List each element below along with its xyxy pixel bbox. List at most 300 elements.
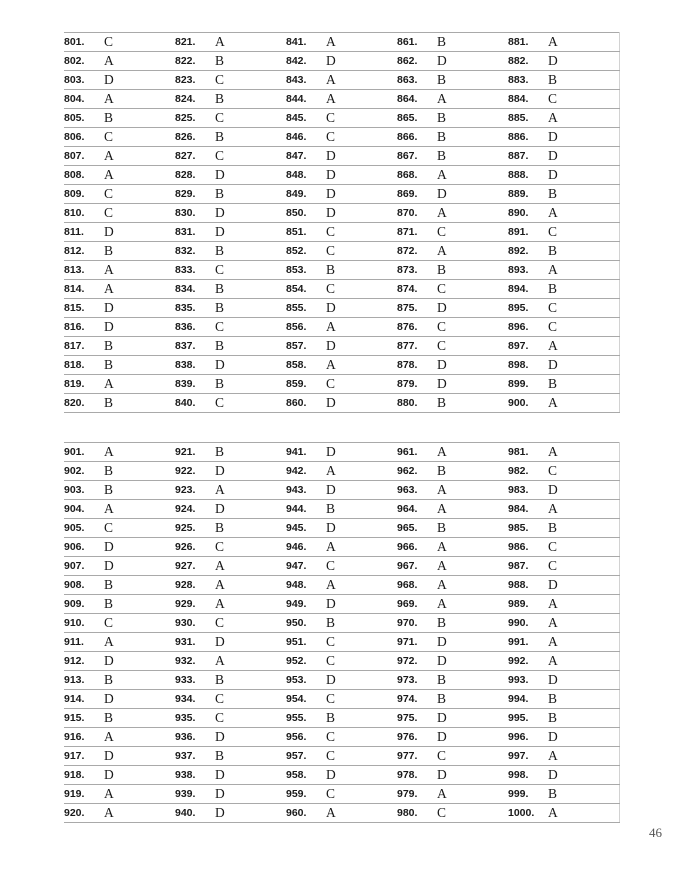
answer-letter: A bbox=[326, 576, 397, 595]
question-number: 990. bbox=[508, 614, 548, 633]
question-number: 895. bbox=[508, 299, 548, 318]
answer-letter: B bbox=[437, 109, 508, 128]
answer-letter: C bbox=[215, 147, 286, 166]
answer-letter: B bbox=[326, 261, 397, 280]
answer-row bbox=[64, 318, 619, 337]
answer-letter: B bbox=[437, 671, 508, 690]
answer-letter: D bbox=[326, 166, 397, 185]
answer-row bbox=[64, 90, 619, 109]
answer-row bbox=[64, 766, 619, 785]
answer-letter: A bbox=[326, 90, 397, 109]
question-number: 999. bbox=[508, 785, 548, 804]
answer-row bbox=[64, 462, 619, 481]
answer-letter: C bbox=[437, 223, 508, 242]
answer-letter: A bbox=[437, 785, 508, 804]
question-number: 972. bbox=[397, 652, 437, 671]
answer-letter: B bbox=[548, 280, 619, 299]
answer-letter: B bbox=[215, 242, 286, 261]
question-number: 840. bbox=[175, 394, 215, 413]
question-number: 805. bbox=[64, 109, 104, 128]
question-number: 976. bbox=[397, 728, 437, 747]
answer-letter: C bbox=[437, 318, 508, 337]
answer-row bbox=[64, 166, 619, 185]
answer-letter: C bbox=[215, 614, 286, 633]
answer-letter: A bbox=[548, 804, 619, 823]
answer-letter: A bbox=[104, 443, 175, 462]
page-number: 46 bbox=[649, 825, 662, 840]
answer-letter: A bbox=[104, 52, 175, 71]
question-number: 944. bbox=[286, 500, 326, 519]
question-number: 920. bbox=[64, 804, 104, 823]
question-number: 970. bbox=[397, 614, 437, 633]
question-number: 923. bbox=[175, 481, 215, 500]
answer-letter: A bbox=[548, 500, 619, 519]
question-number: 903. bbox=[64, 481, 104, 500]
question-number: 910. bbox=[64, 614, 104, 633]
question-number: 879. bbox=[397, 375, 437, 394]
question-number: 954. bbox=[286, 690, 326, 709]
question-number: 962. bbox=[397, 462, 437, 481]
answer-letter: A bbox=[326, 318, 397, 337]
answer-letter: C bbox=[215, 71, 286, 90]
question-number: 878. bbox=[397, 356, 437, 375]
answer-letter: D bbox=[215, 766, 286, 785]
question-number: 909. bbox=[64, 595, 104, 614]
question-number: 983. bbox=[508, 481, 548, 500]
question-number: 820. bbox=[64, 394, 104, 413]
question-number: 897. bbox=[508, 337, 548, 356]
question-number: 958. bbox=[286, 766, 326, 785]
answer-row bbox=[64, 443, 619, 462]
question-number: 916. bbox=[64, 728, 104, 747]
answer-letter: A bbox=[437, 204, 508, 223]
answer-row bbox=[64, 690, 619, 709]
answer-letter: C bbox=[215, 318, 286, 337]
answer-letter: A bbox=[437, 481, 508, 500]
answer-letter: C bbox=[104, 185, 175, 204]
question-number: 924. bbox=[175, 500, 215, 519]
question-number: 996. bbox=[508, 728, 548, 747]
answer-row bbox=[64, 280, 619, 299]
answer-letter: C bbox=[104, 204, 175, 223]
question-number: 883. bbox=[508, 71, 548, 90]
answer-letter: A bbox=[215, 557, 286, 576]
question-number: 890. bbox=[508, 204, 548, 223]
question-number: 968. bbox=[397, 576, 437, 595]
answer-letter: B bbox=[104, 337, 175, 356]
answer-letter: B bbox=[215, 519, 286, 538]
answer-letter: A bbox=[548, 443, 619, 462]
answer-letter: B bbox=[437, 128, 508, 147]
question-number: 984. bbox=[508, 500, 548, 519]
question-number: 846. bbox=[286, 128, 326, 147]
answer-letter: A bbox=[104, 728, 175, 747]
question-number: 868. bbox=[397, 166, 437, 185]
answer-letter: D bbox=[326, 595, 397, 614]
answer-row bbox=[64, 52, 619, 71]
answer-letter: C bbox=[326, 223, 397, 242]
answer-letter: A bbox=[437, 443, 508, 462]
answer-letter: B bbox=[548, 519, 619, 538]
question-number: 801. bbox=[64, 33, 104, 52]
answer-row bbox=[64, 576, 619, 595]
answer-letter: A bbox=[548, 747, 619, 766]
question-number: 967. bbox=[397, 557, 437, 576]
answer-letter: B bbox=[215, 280, 286, 299]
question-number: 988. bbox=[508, 576, 548, 595]
question-number: 915. bbox=[64, 709, 104, 728]
answer-letter: B bbox=[437, 33, 508, 52]
answer-letter: C bbox=[215, 261, 286, 280]
question-number: 899. bbox=[508, 375, 548, 394]
question-number: 845. bbox=[286, 109, 326, 128]
question-number: 993. bbox=[508, 671, 548, 690]
answer-letter: B bbox=[215, 128, 286, 147]
answer-row bbox=[64, 204, 619, 223]
question-number: 945. bbox=[286, 519, 326, 538]
question-number: 912. bbox=[64, 652, 104, 671]
answer-row bbox=[64, 709, 619, 728]
answer-letter: D bbox=[326, 766, 397, 785]
question-number: 842. bbox=[286, 52, 326, 71]
answer-letter: D bbox=[104, 299, 175, 318]
answer-letter: D bbox=[215, 785, 286, 804]
question-number: 824. bbox=[175, 90, 215, 109]
answer-row bbox=[64, 538, 619, 557]
answer-letter: D bbox=[326, 52, 397, 71]
answer-letter: D bbox=[215, 356, 286, 375]
answer-letter: C bbox=[326, 633, 397, 652]
answer-letter: A bbox=[104, 166, 175, 185]
answer-letter: A bbox=[215, 33, 286, 52]
question-number: 828. bbox=[175, 166, 215, 185]
question-number: 838. bbox=[175, 356, 215, 375]
question-number: 911. bbox=[64, 633, 104, 652]
question-number: 849. bbox=[286, 185, 326, 204]
answer-letter: A bbox=[104, 375, 175, 394]
answer-letter: D bbox=[437, 728, 508, 747]
question-number: 847. bbox=[286, 147, 326, 166]
question-number: 889. bbox=[508, 185, 548, 204]
answer-letter: B bbox=[215, 185, 286, 204]
answer-letter: B bbox=[548, 71, 619, 90]
question-number: 931. bbox=[175, 633, 215, 652]
question-number: 974. bbox=[397, 690, 437, 709]
answer-letter: A bbox=[548, 652, 619, 671]
answer-letter: A bbox=[548, 394, 619, 413]
question-number: 960. bbox=[286, 804, 326, 823]
answer-letter: D bbox=[215, 166, 286, 185]
question-number: 815. bbox=[64, 299, 104, 318]
answer-letter: B bbox=[437, 261, 508, 280]
answer-letter: D bbox=[215, 500, 286, 519]
question-number: 929. bbox=[175, 595, 215, 614]
question-number: 843. bbox=[286, 71, 326, 90]
question-number: 922. bbox=[175, 462, 215, 481]
question-number: 888. bbox=[508, 166, 548, 185]
answer-letter: A bbox=[548, 633, 619, 652]
answer-letter: D bbox=[326, 519, 397, 538]
answer-letter: C bbox=[326, 747, 397, 766]
question-number: 848. bbox=[286, 166, 326, 185]
question-number: 876. bbox=[397, 318, 437, 337]
question-number: 809. bbox=[64, 185, 104, 204]
question-number: 885. bbox=[508, 109, 548, 128]
answer-letter: A bbox=[437, 538, 508, 557]
question-number: 900. bbox=[508, 394, 548, 413]
question-number: 813. bbox=[64, 261, 104, 280]
answer-letter: B bbox=[437, 690, 508, 709]
answer-letter: C bbox=[548, 557, 619, 576]
answer-letter: C bbox=[215, 109, 286, 128]
question-number: 979. bbox=[397, 785, 437, 804]
answer-letter: A bbox=[215, 481, 286, 500]
answer-letter: D bbox=[548, 671, 619, 690]
question-number: 932. bbox=[175, 652, 215, 671]
answer-letter: A bbox=[326, 71, 397, 90]
question-number: 802. bbox=[64, 52, 104, 71]
answer-letter: A bbox=[326, 33, 397, 52]
question-number: 906. bbox=[64, 538, 104, 557]
answer-table-901-1000 bbox=[64, 442, 620, 823]
answer-letter: D bbox=[326, 481, 397, 500]
answer-row bbox=[64, 633, 619, 652]
answer-letter: C bbox=[326, 652, 397, 671]
question-number: 870. bbox=[397, 204, 437, 223]
question-number: 950. bbox=[286, 614, 326, 633]
question-number: 882. bbox=[508, 52, 548, 71]
answer-letter: D bbox=[104, 538, 175, 557]
answer-letter: A bbox=[437, 242, 508, 261]
question-number: 904. bbox=[64, 500, 104, 519]
answer-letter: B bbox=[215, 443, 286, 462]
question-number: 936. bbox=[175, 728, 215, 747]
answer-letter: B bbox=[104, 595, 175, 614]
answer-letter: C bbox=[104, 519, 175, 538]
answer-letter: B bbox=[326, 500, 397, 519]
question-number: 831. bbox=[175, 223, 215, 242]
answer-letter: A bbox=[326, 356, 397, 375]
question-number: 964. bbox=[397, 500, 437, 519]
answer-letter: D bbox=[437, 652, 508, 671]
question-number: 898. bbox=[508, 356, 548, 375]
question-number: 875. bbox=[397, 299, 437, 318]
answer-letter: D bbox=[215, 204, 286, 223]
answer-row bbox=[64, 557, 619, 576]
question-number: 969. bbox=[397, 595, 437, 614]
answer-row bbox=[64, 71, 619, 90]
answer-letter: D bbox=[104, 71, 175, 90]
answer-row bbox=[64, 652, 619, 671]
answer-letter: B bbox=[326, 709, 397, 728]
answer-letter: B bbox=[104, 356, 175, 375]
question-number: 991. bbox=[508, 633, 548, 652]
question-number: 887. bbox=[508, 147, 548, 166]
question-number: 938. bbox=[175, 766, 215, 785]
question-number: 918. bbox=[64, 766, 104, 785]
question-number: 891. bbox=[508, 223, 548, 242]
question-number: 873. bbox=[397, 261, 437, 280]
question-number: 816. bbox=[64, 318, 104, 337]
answer-letter: D bbox=[548, 576, 619, 595]
question-number: 825. bbox=[175, 109, 215, 128]
answer-letter: A bbox=[437, 166, 508, 185]
question-number: 866. bbox=[397, 128, 437, 147]
answer-letter: C bbox=[326, 785, 397, 804]
answer-letter: D bbox=[326, 443, 397, 462]
question-number: 829. bbox=[175, 185, 215, 204]
question-number: 860. bbox=[286, 394, 326, 413]
answer-letter: B bbox=[215, 90, 286, 109]
answer-letter: D bbox=[437, 356, 508, 375]
answer-letter: B bbox=[326, 614, 397, 633]
question-number: 856. bbox=[286, 318, 326, 337]
question-number: 853. bbox=[286, 261, 326, 280]
answer-letter: D bbox=[215, 728, 286, 747]
answer-letter: A bbox=[104, 261, 175, 280]
answer-letter: B bbox=[215, 299, 286, 318]
answer-letter: C bbox=[326, 128, 397, 147]
answer-letter: D bbox=[326, 147, 397, 166]
question-number: 817. bbox=[64, 337, 104, 356]
question-number: 980. bbox=[397, 804, 437, 823]
answer-letter: C bbox=[326, 242, 397, 261]
question-number: 804. bbox=[64, 90, 104, 109]
answer-letter: C bbox=[104, 128, 175, 147]
answer-letter: C bbox=[437, 747, 508, 766]
answer-letter: D bbox=[548, 766, 619, 785]
answer-letter: B bbox=[437, 462, 508, 481]
question-number: 921. bbox=[175, 443, 215, 462]
question-number: 986. bbox=[508, 538, 548, 557]
question-number: 854. bbox=[286, 280, 326, 299]
question-number: 861. bbox=[397, 33, 437, 52]
question-number: 939. bbox=[175, 785, 215, 804]
answer-letter: B bbox=[437, 519, 508, 538]
answer-letter: C bbox=[548, 318, 619, 337]
question-number: 971. bbox=[397, 633, 437, 652]
question-number: 892. bbox=[508, 242, 548, 261]
answer-letter: D bbox=[215, 462, 286, 481]
answer-row bbox=[64, 519, 619, 538]
question-number: 965. bbox=[397, 519, 437, 538]
question-number: 827. bbox=[175, 147, 215, 166]
question-number: 826. bbox=[175, 128, 215, 147]
answer-letter: D bbox=[437, 299, 508, 318]
answer-letter: B bbox=[548, 785, 619, 804]
answer-letter: B bbox=[104, 671, 175, 690]
answer-row bbox=[64, 109, 619, 128]
question-number: 837. bbox=[175, 337, 215, 356]
answer-letter: D bbox=[104, 557, 175, 576]
answer-letter: D bbox=[437, 709, 508, 728]
question-number: 942. bbox=[286, 462, 326, 481]
question-number: 859. bbox=[286, 375, 326, 394]
answer-letter: B bbox=[548, 242, 619, 261]
answer-letter: B bbox=[437, 614, 508, 633]
answer-letter: D bbox=[104, 747, 175, 766]
answer-letter: A bbox=[104, 633, 175, 652]
answer-letter: D bbox=[326, 185, 397, 204]
question-number: 880. bbox=[397, 394, 437, 413]
question-number: 992. bbox=[508, 652, 548, 671]
answer-letter: A bbox=[326, 804, 397, 823]
question-number: 975. bbox=[397, 709, 437, 728]
answer-letter: D bbox=[326, 299, 397, 318]
answer-row bbox=[64, 223, 619, 242]
question-number: 1000. bbox=[508, 804, 548, 823]
answer-letter: A bbox=[548, 204, 619, 223]
question-number: 953. bbox=[286, 671, 326, 690]
question-number: 811. bbox=[64, 223, 104, 242]
answer-letter: D bbox=[215, 804, 286, 823]
answer-letter: D bbox=[104, 318, 175, 337]
question-number: 881. bbox=[508, 33, 548, 52]
answer-letter: C bbox=[326, 690, 397, 709]
answer-letter: A bbox=[437, 557, 508, 576]
question-number: 919. bbox=[64, 785, 104, 804]
question-number: 982. bbox=[508, 462, 548, 481]
question-number: 819. bbox=[64, 375, 104, 394]
question-number: 836. bbox=[175, 318, 215, 337]
answer-letter: A bbox=[437, 576, 508, 595]
question-number: 830. bbox=[175, 204, 215, 223]
question-number: 808. bbox=[64, 166, 104, 185]
answer-letter: D bbox=[326, 394, 397, 413]
answer-letter: B bbox=[215, 671, 286, 690]
question-number: 874. bbox=[397, 280, 437, 299]
answer-row bbox=[64, 481, 619, 500]
answer-letter: C bbox=[548, 462, 619, 481]
question-number: 871. bbox=[397, 223, 437, 242]
answer-letter: B bbox=[215, 52, 286, 71]
question-number: 905. bbox=[64, 519, 104, 538]
question-number: 877. bbox=[397, 337, 437, 356]
question-number: 946. bbox=[286, 538, 326, 557]
question-number: 948. bbox=[286, 576, 326, 595]
answer-letter: B bbox=[215, 375, 286, 394]
question-number: 977. bbox=[397, 747, 437, 766]
answer-letter: B bbox=[548, 690, 619, 709]
question-number: 933. bbox=[175, 671, 215, 690]
answer-row bbox=[64, 804, 619, 823]
answer-row bbox=[64, 785, 619, 804]
answer-letter: B bbox=[548, 709, 619, 728]
answer-letter: D bbox=[548, 147, 619, 166]
answer-letter: C bbox=[548, 90, 619, 109]
answer-table-801-900 bbox=[64, 32, 620, 413]
question-number: 998. bbox=[508, 766, 548, 785]
answer-letter: C bbox=[437, 337, 508, 356]
question-number: 941. bbox=[286, 443, 326, 462]
question-number: 947. bbox=[286, 557, 326, 576]
question-number: 869. bbox=[397, 185, 437, 204]
answer-letter: B bbox=[104, 242, 175, 261]
answer-letter: A bbox=[548, 614, 619, 633]
question-number: 863. bbox=[397, 71, 437, 90]
question-number: 930. bbox=[175, 614, 215, 633]
answer-row bbox=[64, 614, 619, 633]
answer-letter: B bbox=[104, 576, 175, 595]
answer-letter: A bbox=[326, 538, 397, 557]
question-number: 917. bbox=[64, 747, 104, 766]
answer-letter: D bbox=[437, 633, 508, 652]
question-number: 951. bbox=[286, 633, 326, 652]
answer-letter: D bbox=[215, 633, 286, 652]
question-number: 978. bbox=[397, 766, 437, 785]
answer-letter: C bbox=[548, 223, 619, 242]
question-number: 955. bbox=[286, 709, 326, 728]
